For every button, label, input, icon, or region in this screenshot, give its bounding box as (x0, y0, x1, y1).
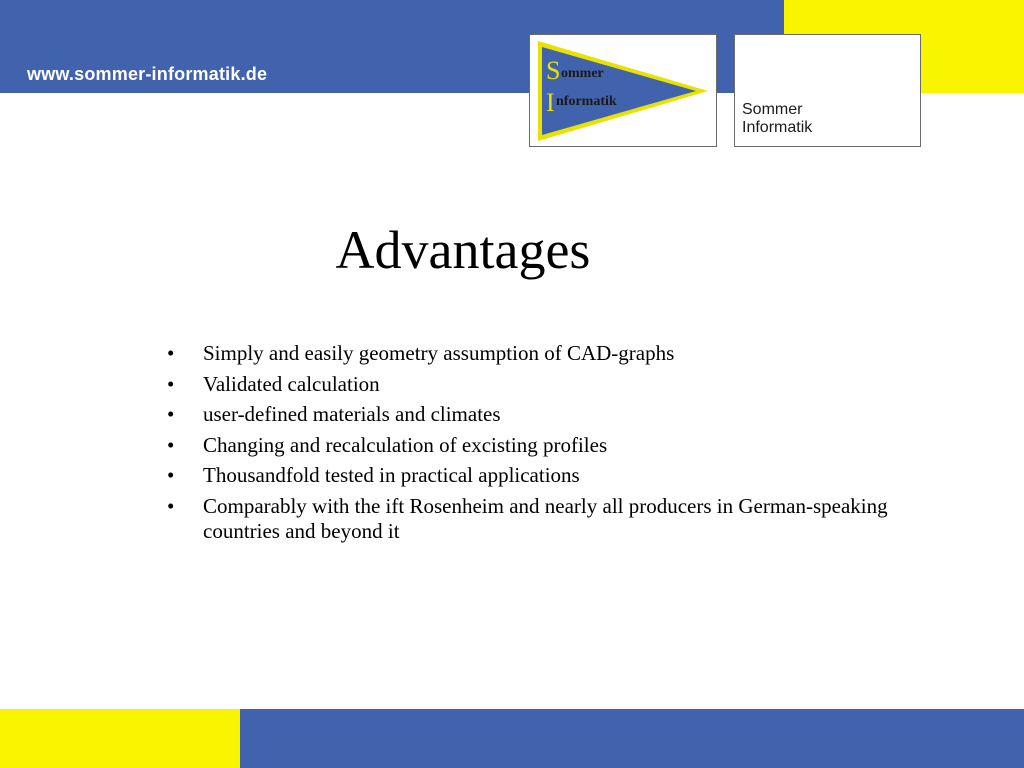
pennant-word-ommer: ommer (561, 66, 604, 81)
pennant-letter-i: I (546, 88, 555, 117)
bullet-list (162, 341, 962, 549)
bullet-icon: • (167, 493, 175, 518)
footer-band (240, 709, 1024, 768)
site-url: www.sommer-informatik.de (27, 64, 268, 84)
bullet-text: Comparably with the ift Rosenheim and nearly all producers in German-speaking countries and beyond it (203, 493, 888, 543)
list-item (162, 341, 962, 366)
text-logo-line1: Sommer (742, 101, 803, 118)
pennant-icon (530, 35, 716, 146)
pennant-letter-s: S (546, 56, 561, 85)
bullet-icon: • (167, 432, 175, 457)
list-item (162, 494, 962, 544)
text-logo (734, 34, 921, 147)
slide-title: Advantages (335, 220, 591, 280)
text-logo-line2: Informatik (742, 119, 813, 136)
bullet-text: Thousandfold tested in practical applications (203, 463, 580, 487)
pennant-word-nformatik: nformatik (556, 94, 617, 109)
pennant-logo (529, 34, 717, 147)
bullet-text: Changing and recalculation of excisting profiles (203, 432, 608, 457)
bullet-icon: • (167, 341, 175, 365)
bullet-icon: • (167, 371, 175, 396)
list-item (162, 372, 962, 397)
bullet-icon: • (167, 463, 175, 487)
bullet-text: Simply and easily geometry assumption of CAD-graphs (203, 341, 675, 365)
list-item (162, 402, 962, 427)
list-item (162, 463, 962, 488)
bullet-icon: • (167, 402, 175, 426)
text-logo-label (742, 101, 812, 137)
bullet-text: Validated calculation (203, 371, 380, 396)
bullet-text: user-defined materials and climates (203, 402, 501, 426)
list-item (162, 433, 962, 458)
footer-yellow-block (0, 709, 240, 768)
